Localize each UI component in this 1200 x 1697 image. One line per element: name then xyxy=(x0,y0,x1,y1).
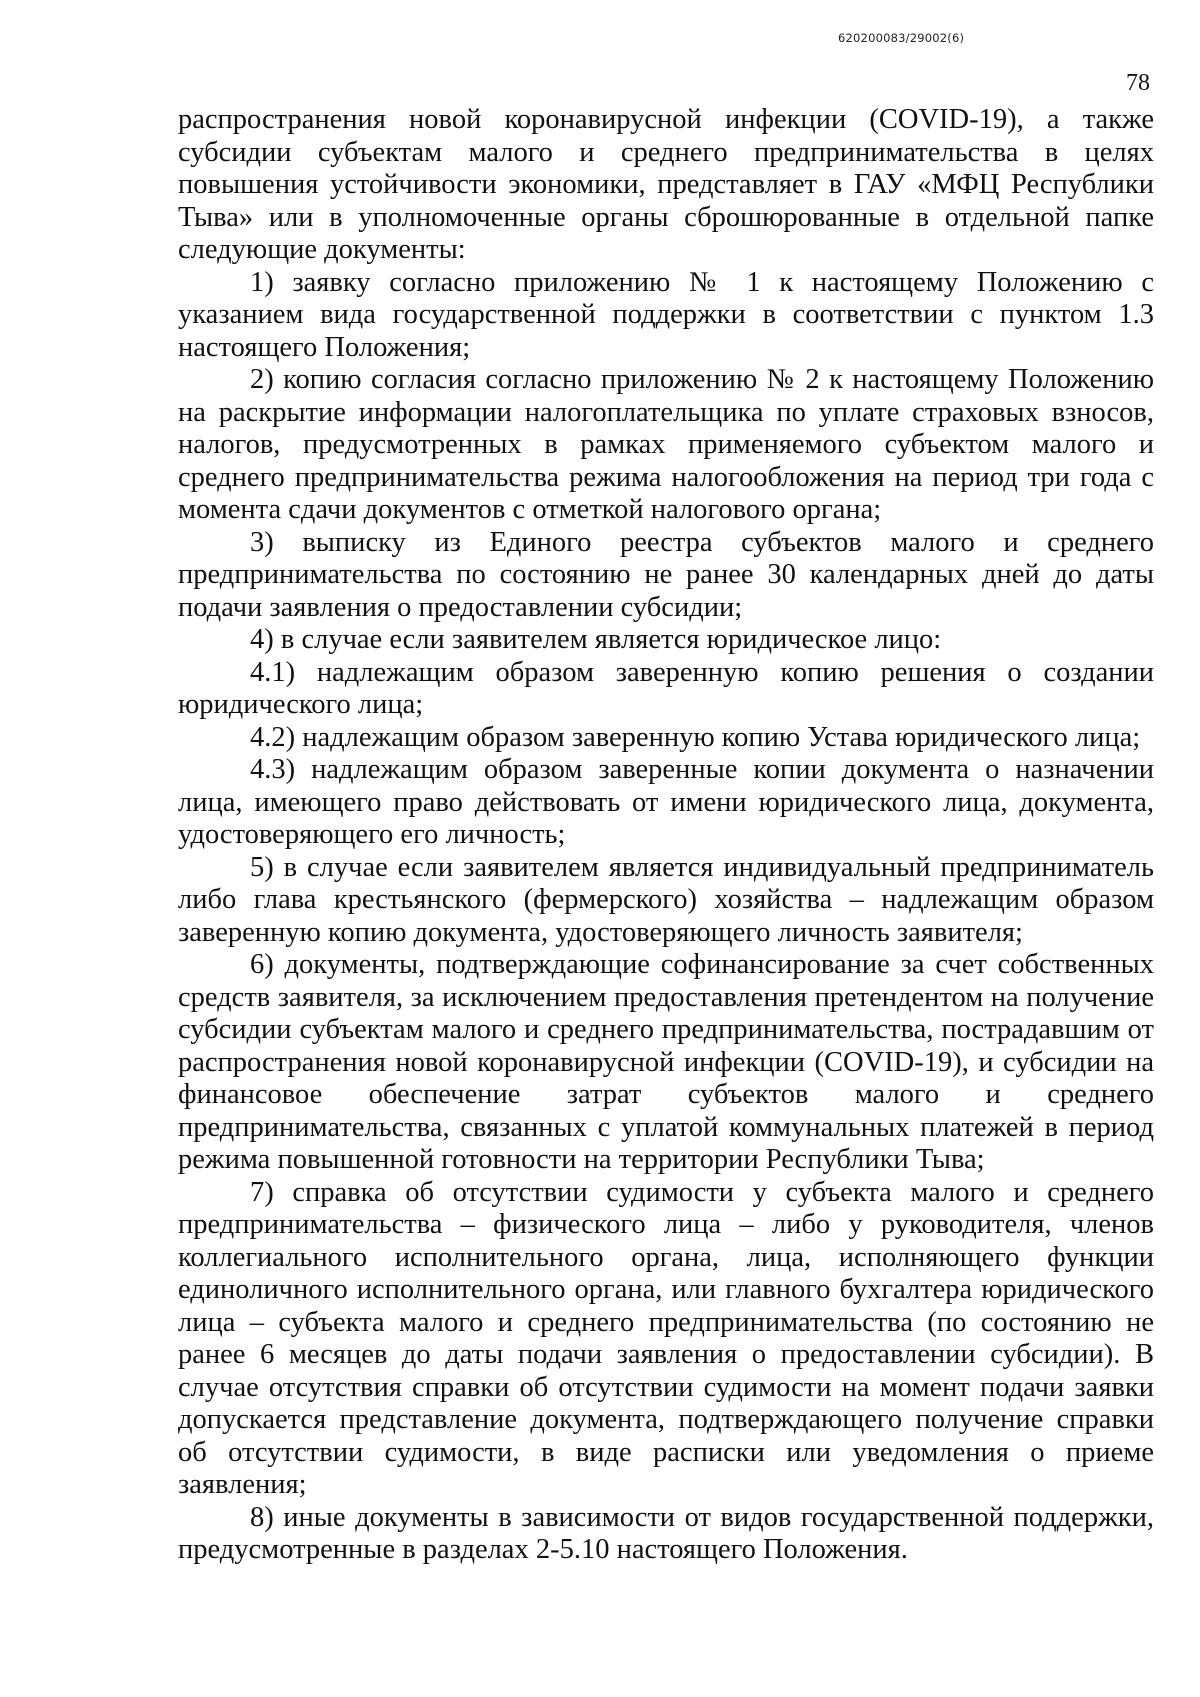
list-item-1: 1) заявку согласно приложению № 1 к настоящему Положению с указанием вида государственной поддержки в соответствии с пунктом 1.3 настоящего Положения; xyxy=(178,266,1154,363)
list-item-4-3: 4.3) надлежащим образом заверенные копии документа о назначении лица, имеющего право действовать от имени юридического лица, документа, удостоверяющего его личность; xyxy=(178,754,1154,850)
page-number: 78 xyxy=(1126,70,1150,96)
intro-paragraph: распространения новой коронавирусной инфекции (COVID-19), а также субсидии субъектам малого и среднего предпринимательства в целях повышения устойчивости экономики, представляет в ГАУ «МФЦ Республики Тыва» или в уполномоченные органы сброшюрованные в отдельной папке следующие документы: xyxy=(178,104,1154,265)
list-item-4: 4) в случае если заявителем является юридическое лицо: xyxy=(250,624,942,655)
list-item-4-2: 4.2) надлежащим образом заверенную копию Устава юридического лица; xyxy=(250,721,1141,753)
list-item-7: 7) справка об отсутствии судимости у субъекта малого и среднего предпринимательства – физического лица – либо у руководителя, членов коллегиального исполнительного органа, лица, исполняющего функции единоличного исполнительного органа, или главного бухгалтера юридического лица – субъекта малого и среднего предпринимательства (по состоянию не ранее 6 месяцев до даты подачи заявления о предоставлении субсидии). В случае отсутствия справки об отсутствии судимости на момент подачи заявки допускается представление документа, подтверждающего получение справки об отсутствии судимости, в виде расписки или уведомления о приеме заявления; xyxy=(178,1176,1154,1500)
list-item-4-1: 4.1) надлежащим образом заверенную копию решения о создании юридического лица; xyxy=(178,656,1154,720)
list-item-3: 3) выписку из Единого реестра субъектов малого и среднего предпринимательства по состоянию не ранее 30 календарных дней до даты подачи заявления о предоставлении субсидии; xyxy=(178,526,1154,623)
list-item-2: 2) копию согласия согласно приложению № 2 к настоящему Положению на раскрытие информации налогоплательщика по уплате страховых взносов, налогов, предусмотренных в рамках применяемого субъектом малого и среднего предпринимательства режима налогообложения на период три года с момента сдачи документов с отметкой налогового органа; xyxy=(178,364,1154,525)
document-body xyxy=(178,104,1154,1567)
document-id: 620200083/29002(6) xyxy=(838,31,965,45)
list-item-5: 5) в случае если заявителем является индивидуальный предприниматель либо глава крестьянского (фермерского) хозяйства – надлежащим образом заверенную копию документа, удостоверяющего личность заявителя; xyxy=(178,851,1154,948)
list-item-8: 8) иные документы в зависимости от видов государственной поддержки, предусмотренные в разделах 2-5.10 настоящего Положения. xyxy=(178,1501,1154,1565)
list-item-6: 6) документы, подтверждающие софинансирование за счет собственных средств заявителя, за исключением предоставления претендентом на получение субсидии субъектам малого и среднего предпринимательства, пострадавшим от распространения новой коронавирусной инфекции (COVID-19), и субсидии на финансовое обеспечение затрат субъектов малого и среднего предпринимательства, связанных с уплатой коммунальных платежей в период режима повышенной готовности на территории Республики Тыва; xyxy=(178,949,1154,1175)
